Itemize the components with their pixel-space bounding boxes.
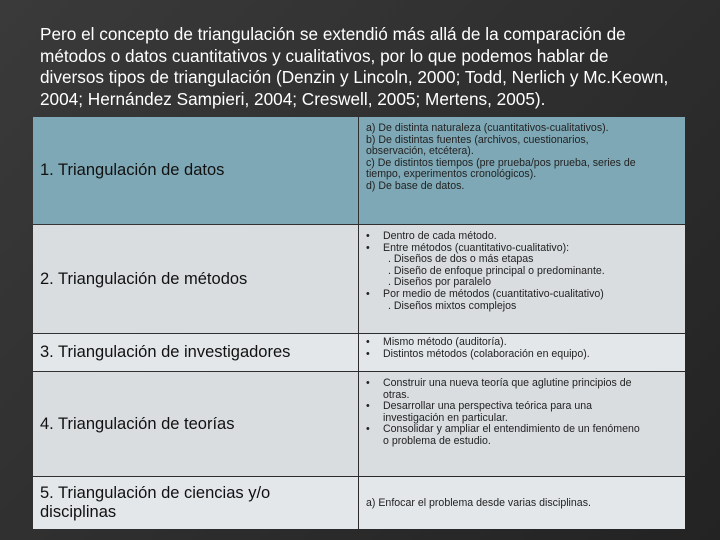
continuation-line: otras. bbox=[383, 388, 410, 401]
intro-paragraph bbox=[40, 24, 700, 110]
row-label: 4. Triangulación de teorías bbox=[33, 372, 358, 476]
description-line: a) Enfocar el problema desde varias disciplinas. bbox=[366, 497, 591, 510]
sub-item: . Diseños mixtos complejos bbox=[388, 299, 517, 312]
table-row bbox=[33, 225, 685, 333]
row-label: 1. Triangulación de datos bbox=[33, 117, 358, 224]
table-row bbox=[33, 334, 685, 371]
table-row bbox=[33, 477, 685, 529]
row-label-line: disciplinas bbox=[40, 503, 117, 521]
description-line: tiempo, experimentos cronológicos). bbox=[366, 168, 537, 181]
bullet-icon: • bbox=[366, 230, 370, 242]
bullet-item: • Construir una nueva teoría que aglutine principios de bbox=[366, 377, 632, 389]
bullet-icon: • bbox=[366, 400, 370, 413]
bullet-item: • Distintos métodos (colaboración en equipo). bbox=[366, 347, 590, 360]
sub-item: . Diseño de enfoque principal o predominante. bbox=[388, 264, 605, 277]
row-label-line: 5. Triangulación de ciencias y/o bbox=[40, 484, 271, 502]
row-description bbox=[359, 372, 685, 476]
bullet-icon: • bbox=[366, 287, 370, 300]
bullet-icon: • bbox=[366, 423, 370, 436]
continuation-line: o problema de estudio. bbox=[383, 434, 491, 447]
bullet-item: • Desarrollar una perspectiva teórica para una bbox=[366, 400, 593, 413]
row-description bbox=[359, 477, 685, 529]
sub-item: . Diseños por paralelo bbox=[388, 276, 492, 289]
bullet-item: • Por medio de métodos (cuantitativo-cualitativo) bbox=[366, 287, 604, 300]
bullet-icon: • bbox=[366, 377, 370, 389]
row-description bbox=[359, 225, 685, 333]
bullet-item: • Dentro de cada método. bbox=[366, 230, 497, 242]
bullet-item: • Consolidar y ampliar el entendimiento de un fenómeno bbox=[366, 423, 640, 436]
intro-line: 2004; Hernández Sampieri, 2004; Creswell, 2005; Mertens, 2005). bbox=[40, 88, 546, 109]
bullet-icon: • bbox=[366, 347, 370, 360]
bullet-icon: • bbox=[366, 336, 370, 348]
intro-line: diversos tipos de triangulación (Denzin y Lincoln, 2000; Todd, Nerlich y Mc.Keown, bbox=[40, 67, 669, 87]
bullet-item: • Entre métodos (cuantitativo-cualitativo): bbox=[366, 241, 570, 254]
description-line: observación, etcétera). bbox=[366, 145, 474, 158]
bullet-icon: • bbox=[366, 241, 370, 254]
description-line: d) De base de datos. bbox=[366, 179, 465, 192]
description-line: a) De distinta naturaleza (cuantitativos-cualitativos). bbox=[366, 122, 609, 134]
bullet-item: • Mismo método (auditoría). bbox=[366, 336, 507, 348]
intro-line: métodos o datos cuantitativos y cualitativos, por lo que podemos hablar de bbox=[40, 45, 609, 66]
intro-line: Pero el concepto de triangulación se extendió más allá de la comparación de bbox=[40, 24, 626, 44]
continuation-line: investigación en particular. bbox=[383, 411, 508, 424]
row-description bbox=[359, 117, 685, 224]
table-row bbox=[33, 117, 685, 224]
triangulation-table bbox=[33, 117, 685, 529]
sub-item: . Diseños de dos o más etapas bbox=[388, 253, 534, 266]
row-label bbox=[33, 477, 358, 529]
row-label: 3. Triangulación de investigadores bbox=[33, 334, 358, 371]
description-line: b) De distintas fuentes (archivos, cuestionarios, bbox=[366, 133, 589, 146]
row-description bbox=[359, 334, 685, 371]
row-label: 2. Triangulación de métodos bbox=[33, 225, 358, 333]
table-row bbox=[33, 372, 685, 476]
description-line: c) De distintos tiempos (pre prueba/pos prueba, series de bbox=[366, 156, 636, 169]
